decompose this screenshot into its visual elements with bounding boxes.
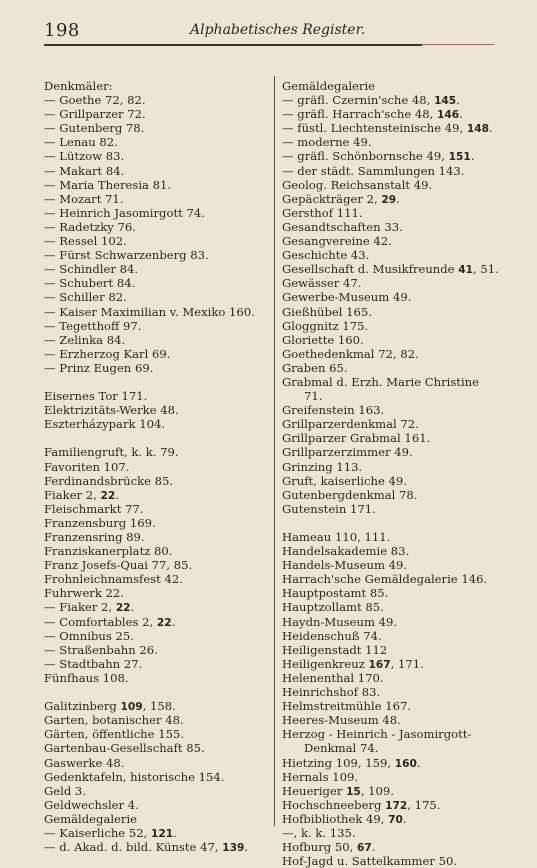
- index-entry: [44, 361, 270, 375]
- entry-text: Grillparzerdenkmal 72.: [282, 417, 419, 432]
- entry-text: Herzog - Heinrich - Jasomirgott-: [282, 727, 472, 742]
- entry-text: — d. Akad. d. bild. Künste 47,: [44, 840, 223, 855]
- index-entry: [44, 530, 270, 544]
- entry-text: Hofburg 50,: [282, 840, 358, 855]
- entry-main-page: 121: [150, 827, 174, 840]
- entry-text: Gloggnitz 175.: [282, 318, 369, 333]
- index-entry: [44, 107, 270, 121]
- entry-text: Gewässer 47.: [282, 276, 362, 291]
- index-entry: [282, 699, 514, 713]
- entry-text: — Heinrich Jasomirgott 74.: [44, 205, 205, 220]
- entry-text: — Maria Theresia 81.: [44, 177, 172, 192]
- index-entry: [282, 530, 514, 544]
- entry-text: Gutenbergdenkmal 78.: [282, 487, 418, 502]
- entry-text: Denkmäler:: [44, 79, 113, 93]
- index-entry: [282, 474, 514, 488]
- entry-text: Heiligenkreuz: [282, 656, 369, 671]
- index-entry: [282, 164, 514, 178]
- index-entry: [282, 727, 514, 741]
- index-entry: [44, 474, 270, 488]
- entry-text: — Straßenbahn 26.: [44, 642, 158, 657]
- page-header: [0, 0, 537, 50]
- entry-text: — der städt. Sammlungen 143.: [282, 163, 465, 178]
- entry-main-page: 15: [346, 785, 361, 798]
- entry-text: — Kaiser Maximilian v. Mexiko 160.: [44, 304, 255, 319]
- entry-text: — Erzherzog Karl 69.: [44, 346, 171, 361]
- entry-text: Helmstreitmühle 167.: [282, 699, 412, 714]
- index-entry: [44, 206, 270, 220]
- entry-text: — Schiller 82.: [44, 290, 127, 305]
- index-entry: [282, 854, 514, 868]
- entry-text: Hernals 109.: [282, 769, 359, 784]
- index-entry: [44, 164, 270, 178]
- index-entry: [282, 290, 514, 304]
- entry-main-page: 22: [156, 616, 172, 629]
- entry-text: — Comfortables 2,: [44, 614, 157, 629]
- entry-text: — Grillparzer 72.: [44, 107, 146, 122]
- entry-text: Heeres-Museum 48.: [282, 713, 401, 728]
- entry-text: Haydn-Museum 49.: [282, 614, 398, 629]
- entry-text: — moderne 49.: [282, 135, 372, 150]
- entry-text: Hameau 110, 111.: [282, 530, 391, 544]
- index-entry: [44, 121, 270, 135]
- entry-text: — Makart 84.: [44, 163, 125, 178]
- entry-text: Gruft, kaiserliche 49.: [282, 473, 407, 488]
- entry-text: Grabmal d. Erzh. Marie Christine: [282, 374, 479, 389]
- entry-text: Gartenbau-Gesellschaft 85.: [44, 741, 205, 756]
- entry-text: — Kaiserliche 52,: [44, 825, 151, 840]
- index-entry: [282, 192, 514, 206]
- entry-text: — Fiaker 2,: [44, 600, 116, 615]
- entry-main-page: 22: [115, 602, 131, 615]
- index-entry: [44, 290, 270, 304]
- index-entry: [44, 389, 270, 403]
- entry-text: Heiligenstadt 112: [282, 642, 388, 657]
- entry-tail: , 51.: [472, 262, 499, 277]
- entry-text: — füstl. Liechtensteinische 49,: [282, 121, 467, 136]
- index-entry: [44, 220, 270, 234]
- entry-text: Fünfhaus 108.: [44, 670, 129, 685]
- entry-main-page: 151: [448, 151, 471, 164]
- index-entry: [282, 502, 514, 516]
- entry-text: Franziskanerplatz 80.: [44, 544, 173, 559]
- index-entry: [282, 347, 514, 361]
- index-entry: [44, 305, 270, 319]
- entry-text: Fiaker 2,: [44, 487, 101, 502]
- index-entry: [44, 79, 270, 93]
- left-index-column: [44, 79, 270, 854]
- entry-text: — gräfl. Czernin'sche 48,: [282, 93, 435, 108]
- index-entry: [44, 192, 270, 206]
- entry-text: — gräfl. Schönbornsche 49,: [282, 149, 449, 164]
- index-entry: [44, 727, 270, 741]
- index-entry: [282, 431, 514, 445]
- entry-text: Fleischmarkt 77.: [44, 501, 144, 516]
- right-index-column: [282, 79, 514, 868]
- index-entry: [282, 756, 514, 770]
- entry-text: Hofbibliothek 49,: [282, 811, 389, 826]
- index-entry: [44, 445, 270, 459]
- index-entry: [282, 375, 514, 389]
- index-entry: [282, 657, 514, 671]
- header-rule: [44, 44, 422, 46]
- entry-text: Gedenktafeln, historische 154.: [44, 769, 225, 784]
- index-entry: [44, 135, 270, 149]
- entry-text: Heidenschuß 74.: [282, 628, 382, 643]
- index-entry: [282, 460, 514, 474]
- index-entry: [282, 319, 514, 333]
- index-entry: [44, 572, 270, 586]
- index-entry: [282, 798, 514, 812]
- index-entry: [44, 178, 270, 192]
- entry-text: Graben 65.: [282, 360, 348, 375]
- index-entry: [44, 333, 270, 347]
- entry-main-page: 160: [394, 757, 417, 770]
- entry-text: Hof-Jagd u. Sattelkammer 50.: [282, 854, 458, 868]
- entry-text: Handels-Museum 49.: [282, 558, 408, 573]
- index-entry: [44, 826, 270, 840]
- entry-main-page: 109: [120, 701, 143, 714]
- entry-tail: , 175.: [407, 797, 441, 812]
- entry-main-page: 67: [357, 842, 372, 855]
- index-entry: [282, 558, 514, 572]
- index-entry: [282, 629, 514, 643]
- index-entry: [282, 417, 514, 431]
- entry-text: Geolog. Reichsanstalt 49.: [282, 177, 433, 192]
- entry-text: — gräfl. Harrach'sche 48,: [282, 107, 438, 122]
- entry-text: Greifenstein 163.: [282, 403, 385, 418]
- entry-text: Harrach'sche Gemäldegalerie 146.: [282, 572, 488, 587]
- index-entry: [44, 248, 270, 262]
- entry-text: — Schubert 84.: [44, 276, 136, 291]
- index-entry: [44, 276, 270, 290]
- index-entry: [282, 615, 514, 629]
- entry-tail: .: [456, 93, 460, 108]
- index-entry: [282, 262, 514, 276]
- index-entry: [282, 826, 514, 840]
- index-entry: [282, 403, 514, 417]
- entry-text: — Gutenberg 78.: [44, 121, 145, 136]
- index-entry: [44, 798, 270, 812]
- entry-text: Garten, botanischer 48.: [44, 713, 184, 728]
- index-entry: [282, 234, 514, 248]
- index-entry: [44, 516, 270, 530]
- page-number: 198: [44, 20, 80, 41]
- entry-text: Eisernes Tor 171.: [44, 389, 148, 404]
- entry-tail: .: [173, 825, 177, 840]
- index-entry: [282, 178, 514, 192]
- entry-text: Gepäckträger 2,: [282, 191, 382, 206]
- index-entry: [44, 643, 270, 657]
- entry-text: Helenenthal 170.: [282, 670, 384, 685]
- entry-text: Heinrichshof 83.: [282, 685, 381, 700]
- entry-text: Goethedenkmal 72, 82.: [282, 346, 419, 361]
- entry-text: Gießhübel 165.: [282, 304, 372, 319]
- entry-main-page: 145: [434, 95, 457, 108]
- entry-text: Hauptpostamt 85.: [282, 586, 389, 601]
- index-entry: [44, 840, 270, 854]
- index-entry: [282, 361, 514, 375]
- index-entry: [44, 671, 270, 685]
- index-entry: [282, 586, 514, 600]
- index-entry: [282, 812, 514, 826]
- entry-text: — Lenau 82.: [44, 135, 118, 150]
- entry-text: — Prinz Eugen 69.: [44, 360, 154, 375]
- running-title: Alphabetisches Register.: [190, 22, 366, 38]
- index-entry: [282, 572, 514, 586]
- entry-text: Hietzing 109, 159,: [282, 755, 395, 770]
- index-entry: [282, 206, 514, 220]
- index-entry: [282, 305, 514, 319]
- entry-main-page: 139: [222, 842, 245, 855]
- index-entry: [44, 586, 270, 600]
- entry-text: Franzensburg 169.: [44, 515, 156, 530]
- entry-tail: .: [396, 191, 400, 206]
- entry-text: — Goethe 72, 82.: [44, 93, 146, 108]
- entry-text: Grillparzer Grabmal 161.: [282, 431, 431, 446]
- index-entry: [44, 488, 270, 502]
- index-entry: [282, 840, 514, 854]
- entry-text: — Stadtbahn 27.: [44, 656, 143, 671]
- index-entry: [44, 713, 270, 727]
- entry-text: — Lützow 83.: [44, 149, 125, 164]
- entry-text: Franzensring 89.: [44, 530, 145, 544]
- entry-tail: .: [470, 149, 475, 164]
- entry-tail: , 158.: [142, 699, 176, 714]
- index-entry: [282, 600, 514, 614]
- index-entry: [282, 671, 514, 685]
- index-entry: [282, 135, 514, 149]
- entry-main-page: 41: [458, 264, 473, 277]
- entry-text: — Ressel 102.: [44, 234, 127, 249]
- index-entry: [282, 276, 514, 290]
- index-entry: [282, 149, 514, 163]
- index-entry: [282, 333, 514, 347]
- index-entry: [44, 149, 270, 163]
- entry-text: — Zelinka 84.: [44, 332, 126, 347]
- entry-main-page: 172: [385, 799, 408, 812]
- index-entry: [44, 770, 270, 784]
- entry-text: —, k. k. 135.: [282, 825, 356, 840]
- index-entry: [44, 417, 270, 431]
- entry-main-page: 70: [388, 813, 403, 826]
- header-rule-accent: [422, 44, 494, 45]
- index-entry: [44, 657, 270, 671]
- entry-text: Gärten, öffentliche 155.: [44, 727, 185, 742]
- entry-text: Geldwechsler 4.: [44, 797, 139, 812]
- entry-tail: .: [402, 811, 407, 826]
- entry-text: — Tegetthoff 97.: [44, 318, 142, 333]
- column-divider: [274, 76, 275, 826]
- entry-text: Grillparzerzimmer 49.: [282, 445, 413, 460]
- entry-text: 71.: [304, 389, 323, 404]
- entry-tail: , 171.: [390, 656, 424, 671]
- entry-text: Heueriger: [282, 783, 347, 798]
- index-entry: [282, 784, 514, 798]
- entry-text: Galitzinberg: [44, 699, 121, 714]
- index-entry: [282, 93, 514, 107]
- index-entry: [44, 615, 270, 629]
- entry-text: Gewerbe-Museum 49.: [282, 290, 412, 305]
- index-entry: [282, 121, 514, 135]
- entry-main-page: 146: [437, 109, 460, 122]
- index-entry: [282, 544, 514, 558]
- index-entry: [282, 741, 514, 755]
- index-entry: [282, 770, 514, 784]
- index-entry: [44, 812, 270, 826]
- entry-main-page: 167: [368, 658, 391, 671]
- entry-text: Handelsakademie 83.: [282, 544, 410, 559]
- index-entry: [44, 741, 270, 755]
- index-entry: [282, 389, 514, 403]
- entry-text: Gemäldegalerie: [44, 811, 138, 826]
- index-entry: [282, 488, 514, 502]
- entry-text: Denkmal 74.: [304, 741, 379, 756]
- entry-text: Gaswerke 48.: [44, 755, 125, 770]
- entry-text: Eszterházypark 104.: [44, 417, 166, 432]
- entry-tail: .: [459, 107, 463, 122]
- index-entry: [282, 713, 514, 727]
- index-entry: [44, 502, 270, 516]
- index-entry: [282, 79, 514, 93]
- index-entry: [44, 558, 270, 572]
- entry-text: Hochschneeberg: [282, 797, 386, 812]
- entry-text: Gesandtschaften 33.: [282, 219, 403, 234]
- index-entry: [282, 643, 514, 657]
- index-entry: [282, 248, 514, 262]
- entry-text: — Mozart 71.: [44, 191, 124, 206]
- entry-text: — Omnibus 25.: [44, 628, 134, 643]
- index-entry: [44, 234, 270, 248]
- entry-text: Gersthof 111.: [282, 205, 363, 220]
- entry-text: — Schindler 84.: [44, 262, 139, 277]
- index-entry: [44, 262, 270, 276]
- entry-text: Gemäldegalerie: [282, 79, 376, 93]
- index-entry: [282, 445, 514, 459]
- entry-main-page: 148: [466, 123, 489, 136]
- index-entry: [44, 93, 270, 107]
- entry-tail: .: [171, 614, 176, 629]
- entry-tail: .: [489, 121, 493, 136]
- entry-tail: .: [130, 600, 135, 615]
- index-entry: [44, 460, 270, 474]
- index-entry: [44, 403, 270, 417]
- entry-text: Ferdinandsbrücke 85.: [44, 473, 174, 488]
- entry-tail: , 109.: [360, 783, 394, 798]
- entry-text: Geld 3.: [44, 783, 86, 798]
- entry-main-page: 22: [100, 489, 116, 502]
- index-entry: [282, 220, 514, 234]
- index-entry: [44, 319, 270, 333]
- entry-text: — Radetzky 76.: [44, 219, 136, 234]
- entry-text: Gesangvereine 42.: [282, 234, 392, 249]
- index-entry: [44, 544, 270, 558]
- index-entry: [44, 699, 270, 713]
- entry-text: Frohnleichnamsfest 42.: [44, 572, 183, 587]
- entry-text: Gloriette 160.: [282, 332, 364, 347]
- entry-text: — Fürst Schwarzenberg 83.: [44, 248, 209, 263]
- index-entry: [282, 107, 514, 121]
- index-entry: [44, 600, 270, 614]
- index-entry: [44, 784, 270, 798]
- entry-tail: .: [115, 487, 119, 502]
- entry-text: Fuhrwerk 22.: [44, 586, 124, 601]
- entry-text: Favoriten 107.: [44, 459, 130, 474]
- entry-tail: .: [416, 755, 421, 770]
- index-entry: [44, 629, 270, 643]
- entry-text: Grinzing 113.: [282, 459, 363, 474]
- entry-main-page: 29: [381, 193, 397, 206]
- entry-text: Gesellschaft d. Musikfreunde: [282, 262, 459, 277]
- index-entry: [282, 685, 514, 699]
- entry-text: Familiengruft, k. k. 79.: [44, 445, 179, 460]
- entry-tail: .: [371, 840, 376, 855]
- entry-tail: .: [244, 840, 249, 855]
- entry-text: Geschichte 43.: [282, 248, 370, 263]
- index-entry: [44, 347, 270, 361]
- entry-text: Gutenstein 171.: [282, 501, 376, 516]
- index-entry: [44, 756, 270, 770]
- entry-text: Elektrizitäts-Werke 48.: [44, 403, 179, 418]
- entry-text: Hauptzollamt 85.: [282, 600, 384, 615]
- entry-text: Franz Josefs-Quai 77, 85.: [44, 558, 193, 573]
